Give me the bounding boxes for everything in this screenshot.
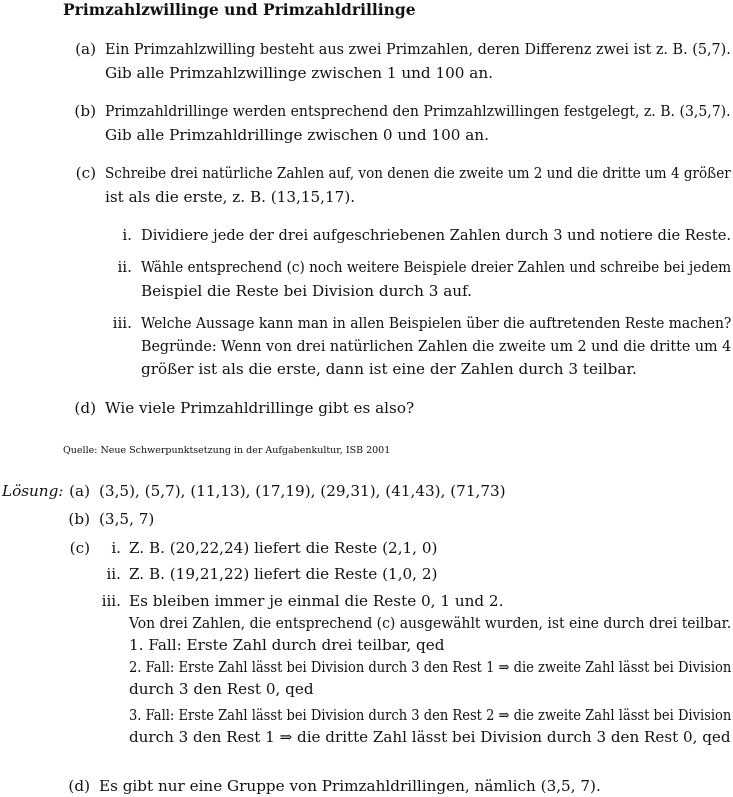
solution-c-label: (c) [69,539,90,557]
solution-heading: Lösung: [2,482,64,500]
solution-d-label: (d) [68,777,90,795]
solution-c-iii-line-2: Von drei Zahlen, die entsprechend (c) ausgewählt wurden, ist eine durch drei teilbar. [129,614,732,632]
solution-c-iii-line-7: durch 3 den Rest 1 ⇒ die dritte Zahl lässt bei Division durch 3 den Rest 0, qed [129,728,731,746]
solution-d-text: Es gibt nur eine Gruppe von Primzahldrillingen, nämlich (3,5, 7). [99,777,601,795]
solution-c-iii-line-5: durch 3 den Rest 0, qed [129,680,314,698]
task-b-label: (b) [74,102,96,120]
task-d-label: (d) [74,399,96,417]
task-c-i-label: i. [122,226,132,244]
solution-c-iii-line-3: 1. Fall: Erste Zahl durch drei teilbar, qed [129,636,445,654]
task-a-line-1: Ein Primzahlzwilling besteht aus zwei Primzahlen, deren Differenz zwei ist z. B. (5,7). [105,40,731,58]
task-c-line-2: ist als die erste, z. B. (13,15,17). [105,188,356,206]
solution-c-iii-label: iii. [101,592,121,610]
source-note: Quelle: Neue Schwerpunktsetzung in der Aufgabenkultur, ISB 2001 [63,445,391,456]
task-c-iii-line-2: Begründe: Wenn von drei natürlichen Zahlen die zweite um 2 und die dritte um 4 [141,337,732,355]
solution-b-label: (b) [68,510,90,528]
task-c-ii-label: ii. [117,258,132,276]
solution-c-iii-line-6: 3. Fall: Erste Zahl lässt bei Division durch 3 den Rest 2 ⇒ die zweite Zahl lässt bei Division [129,706,732,724]
task-a-label: (a) [75,40,96,58]
solution-a-label: (a) [69,482,90,500]
task-c-i-line-1: Dividiere jede der drei aufgeschriebenen Zahlen durch 3 und notiere die Reste. [141,226,732,244]
task-c-label: (c) [75,164,96,182]
task-c-iii-line-1: Welche Aussage kann man in allen Beispielen über die auftretenden Reste machen? [141,314,732,332]
task-a-line-2: Gib alle Primzahlzwillinge zwischen 1 und 100 an. [105,64,493,82]
task-b-line-1: Primzahldrillinge werden entsprechend den Primzahlzwillingen festgelegt, z. B. (3,5,7). [105,102,731,120]
task-c-ii-line-2: Beispiel die Reste bei Division durch 3 auf. [141,282,472,300]
solution-c-i-text: Z. B. (20,22,24) liefert die Reste (2,1, 0) [129,539,438,557]
task-c-line-1: Schreibe drei natürliche Zahlen auf, von denen die zweite um 2 und die dritte um 4 größer [105,164,731,182]
task-b-line-2: Gib alle Primzahldrillinge zwischen 0 und 100 an. [105,126,489,144]
task-c-iii-line-3: größer ist als die erste, dann ist eine der Zahlen durch 3 teilbar. [141,360,637,378]
solution-c-iii-line-4: 2. Fall: Erste Zahl lässt bei Division durch 3 den Rest 1 ⇒ die zweite Zahl lässt bei Division [129,658,732,676]
task-c-iii-label: iii. [112,314,132,332]
solution-b-text: (3,5, 7) [99,510,155,528]
task-d-line-1: Wie viele Primzahldrillinge gibt es also? [105,399,415,417]
solution-c-ii-label: ii. [106,565,121,583]
solution-c-iii-line-1: Es bleiben immer je einmal die Reste 0, 1 und 2. [129,592,504,610]
solution-c-ii-text: Z. B. (19,21,22) liefert die Reste (1,0, 2) [129,565,438,583]
solution-a-text: (3,5), (5,7), (11,13), (17,19), (29,31), (41,43), (71,73) [99,482,506,500]
solution-c-i-label: i. [111,539,121,557]
page-title: Primzahlzwillinge und Primzahldrillinge [63,0,416,19]
task-c-ii-line-1: Wähle entsprechend (c) noch weitere Beispiele dreier Zahlen und schreibe bei jedem [141,258,732,276]
